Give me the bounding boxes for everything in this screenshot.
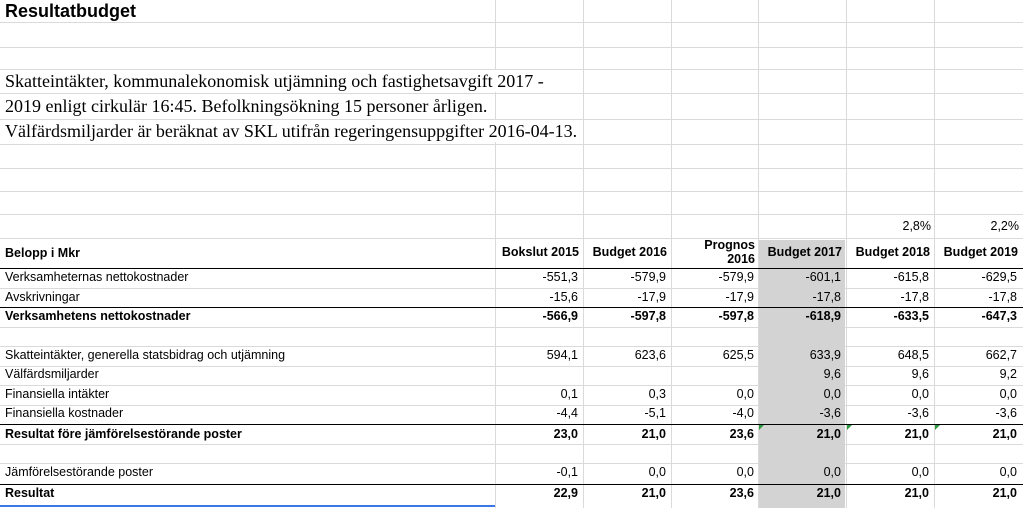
row-label: Skatteintäkter, generella statsbidrag och utjämning	[5, 348, 286, 362]
note-line-3: Välfärdsmiljarder är beräknat av SKL utifrån regeringensuppgifter 2016-04-13.	[5, 121, 578, 141]
cell: 23,0	[553, 427, 578, 441]
cell: -4,0	[732, 406, 754, 420]
cell: -579,9	[630, 270, 666, 284]
cell: -633,5	[893, 309, 929, 323]
grid-line	[0, 191, 1023, 192]
cell: 0,0	[823, 387, 841, 401]
col-header: Budget 2019	[943, 245, 1018, 259]
col-header: Bokslut 2015	[501, 245, 579, 259]
comment-marker[interactable]	[759, 425, 764, 430]
cell: -4,4	[556, 406, 578, 420]
cell: 21,0	[641, 427, 666, 441]
cell: 623,6	[634, 348, 666, 362]
cell: -0,1	[556, 465, 578, 479]
note-line-1: Skatteintäkter, kommunalekonomisk utjämning och fastighetsavgift 2017 -	[5, 71, 544, 91]
row-label: Resultat före jämförelsestörande poster	[5, 427, 242, 441]
row-label: Resultat	[5, 486, 55, 500]
cell: -15,6	[549, 290, 578, 304]
cell: 0,0	[736, 387, 754, 401]
cell: 594,1	[546, 348, 578, 362]
row-label: Jämförelsestörande poster	[5, 465, 153, 479]
cell: -601,1	[805, 270, 841, 284]
cell: -618,9	[805, 309, 841, 323]
comment-marker[interactable]	[935, 425, 940, 430]
cell: 9,6	[911, 367, 929, 381]
row-header: Belopp i Mkr	[5, 246, 81, 260]
cell: 22,9	[553, 486, 578, 500]
row-label: Finansiella kostnader	[5, 406, 124, 420]
cell: 633,9	[809, 348, 841, 362]
col-header: Budget 2016	[592, 245, 667, 259]
cell: 21,0	[992, 486, 1017, 500]
row-label: Finansiella intäkter	[5, 387, 110, 401]
cell: -3,6	[819, 406, 841, 420]
cell: 0,0	[999, 387, 1017, 401]
cell: 0,0	[823, 465, 841, 479]
cell: -5,1	[644, 406, 666, 420]
cell: -3,6	[907, 406, 929, 420]
cell: -17,8	[900, 290, 929, 304]
cell: 23,6	[729, 486, 754, 500]
col-header: Prognos 2016	[704, 238, 755, 266]
grid-line	[0, 168, 1023, 169]
growth-2019: 2,2%	[990, 219, 1019, 233]
row-label: Verksamhetens nettokostnader	[5, 309, 191, 323]
cell: -647,3	[981, 309, 1017, 323]
col-header: Budget 2018	[855, 245, 930, 259]
cell: -551,3	[542, 270, 578, 284]
cell: 21,0	[904, 427, 929, 441]
cell: -17,9	[637, 290, 666, 304]
cell: -615,8	[893, 270, 929, 284]
grid-line	[0, 144, 1023, 145]
cell: -597,8	[718, 309, 754, 323]
cell: 0,0	[911, 465, 929, 479]
cell: 21,0	[816, 427, 841, 441]
cell: 0,0	[648, 465, 666, 479]
cell: -566,9	[542, 309, 578, 323]
cell: -17,8	[988, 290, 1017, 304]
comment-marker[interactable]	[847, 425, 852, 430]
cell: -17,9	[725, 290, 754, 304]
cell: 9,2	[999, 367, 1017, 381]
cell: 0,0	[999, 465, 1017, 479]
grid-line	[0, 214, 1023, 215]
cell: 0,0	[736, 465, 754, 479]
cell: 662,7	[985, 348, 1017, 362]
grid-line	[0, 47, 1023, 48]
col-header: Budget 2017	[767, 245, 842, 259]
cell: 21,0	[641, 486, 666, 500]
note-line-2: 2019 enligt cirkulär 16:45. Befolkningsökning 15 personer årligen.	[5, 96, 488, 116]
grid-line	[0, 238, 1023, 239]
cell: 648,5	[897, 348, 929, 362]
grid-line	[0, 93, 1023, 94]
page-title: Resultatbudget	[5, 1, 137, 21]
row-label: Avskrivningar	[5, 290, 80, 304]
border-line	[0, 424, 1023, 425]
grid-line	[0, 327, 1023, 328]
cell: 21,0	[992, 427, 1017, 441]
cell: 0,0	[911, 387, 929, 401]
grid-line	[0, 22, 1023, 23]
cell: -579,9	[718, 270, 754, 284]
selection-edge	[0, 505, 495, 507]
cell: -17,8	[812, 290, 841, 304]
row-label: Välfärdsmiljarder	[5, 367, 99, 381]
grid-line	[0, 444, 1023, 445]
cell: 0,3	[648, 387, 666, 401]
row-label: Verksamheternas nettokostnader	[5, 270, 189, 284]
growth-2018: 2,8%	[902, 219, 931, 233]
cell: 625,5	[722, 348, 754, 362]
cell: -3,6	[995, 406, 1017, 420]
cell: 0,1	[560, 387, 578, 401]
cell: 21,0	[816, 486, 841, 500]
cell: 23,6	[729, 427, 754, 441]
cell: -597,8	[630, 309, 666, 323]
cell: 21,0	[904, 486, 929, 500]
cell: 9,6	[823, 367, 841, 381]
cell: -629,5	[981, 270, 1017, 284]
